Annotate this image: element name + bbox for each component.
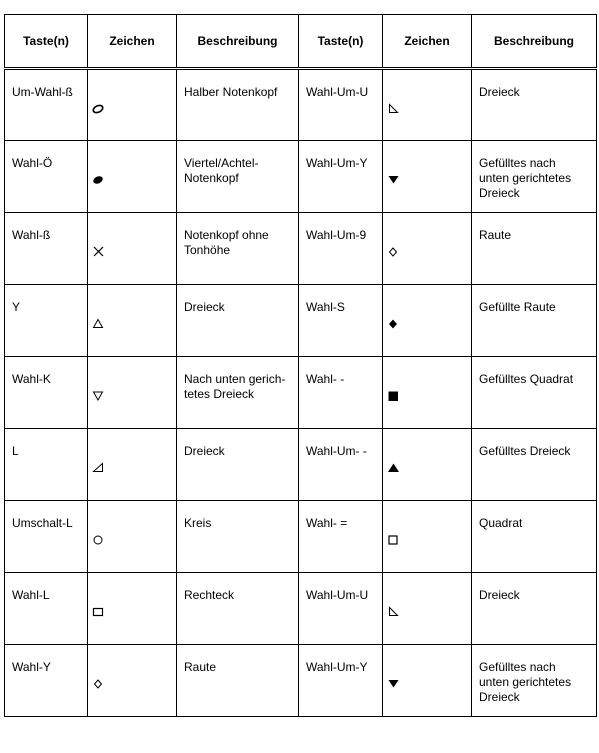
header-keys: Taste(n) (299, 15, 383, 69)
key-combination: Wahl- - (299, 357, 383, 429)
key-combination: Wahl-Um-Y (299, 141, 383, 213)
circle-icon (93, 534, 105, 546)
header-keys: Taste(n) (5, 15, 88, 69)
description: Notenkopf ohne Tonhöhe (177, 213, 299, 285)
table-row (5, 429, 597, 501)
filled-down-triangle-icon (388, 678, 400, 690)
table-row (5, 69, 597, 141)
description: Viertel/Achtel- Notenkopf (177, 141, 299, 213)
key-combination: Wahl-Um-9 (299, 213, 383, 285)
table-row (5, 357, 597, 429)
key-combination: Wahl-L (5, 573, 88, 645)
key-combination: Wahl-S (299, 285, 383, 357)
key-combination: Um-Wahl-ß (5, 69, 88, 141)
description: Dreieck (177, 429, 299, 501)
description: Dreieck (472, 69, 597, 141)
description: Kreis (177, 501, 299, 573)
symbol-cell (383, 573, 472, 645)
symbol-cell (88, 501, 177, 573)
header-symbol: Zeichen (88, 15, 177, 69)
key-combination: Umschalt-L (5, 501, 88, 573)
key-combination: Wahl-ß (5, 213, 88, 285)
symbol-cell (88, 69, 177, 141)
filled-up-triangle-icon (388, 462, 400, 474)
shortcut-table (4, 14, 597, 717)
description: Dreieck (472, 573, 597, 645)
key-combination: L (5, 429, 88, 501)
description: Nach unten gerich- tetes Dreieck (177, 357, 299, 429)
symbol-cell (383, 645, 472, 717)
square-icon (388, 534, 400, 546)
symbol-cell (383, 69, 472, 141)
key-combination: Wahl- = (299, 501, 383, 573)
up-triangle-icon (93, 318, 105, 330)
symbol-cell (88, 573, 177, 645)
left-triangle-icon (93, 462, 105, 474)
symbol-cell (88, 141, 177, 213)
diamond-icon (93, 678, 105, 690)
description: Raute (472, 213, 597, 285)
right-triangle-icon (388, 606, 400, 618)
diamond-icon (388, 246, 400, 258)
description: Gefülltes nach unten gerichtetes Dreieck (472, 645, 597, 717)
filled-square-icon (388, 390, 400, 402)
description: Rechteck (177, 573, 299, 645)
symbol-cell (88, 645, 177, 717)
header-description: Beschreibung (177, 15, 299, 69)
table-row (5, 285, 597, 357)
filled-notehead-icon (93, 174, 105, 186)
header-description: Beschreibung (472, 15, 597, 69)
symbol-cell (383, 429, 472, 501)
right-triangle-icon (388, 103, 400, 115)
symbol-cell (88, 357, 177, 429)
down-triangle-icon (93, 390, 105, 402)
key-combination: Wahl-Um-U (299, 573, 383, 645)
x-notehead-icon (93, 246, 105, 258)
table-row (5, 573, 597, 645)
description: Gefüllte Raute (472, 285, 597, 357)
symbol-cell (383, 357, 472, 429)
key-combination: Wahl-Um-U (299, 69, 383, 141)
symbol-cell (88, 213, 177, 285)
symbol-cell (383, 501, 472, 573)
description: Gefülltes Dreieck (472, 429, 597, 501)
key-combination: Wahl-Y (5, 645, 88, 717)
description: Dreieck (177, 285, 299, 357)
key-combination: Wahl-Um-Y (299, 645, 383, 717)
table-row (5, 213, 597, 285)
symbol-cell (383, 141, 472, 213)
description: Quadrat (472, 501, 597, 573)
key-combination: Wahl-K (5, 357, 88, 429)
header-row (5, 15, 597, 69)
description: Halber Notenkopf (177, 69, 299, 141)
symbol-cell (383, 213, 472, 285)
table-row (5, 141, 597, 213)
symbol-cell (383, 285, 472, 357)
table-row (5, 501, 597, 573)
symbol-cell (88, 429, 177, 501)
description: Gefülltes Quadrat (472, 357, 597, 429)
filled-down-triangle-icon (388, 174, 400, 186)
half-notehead-icon (93, 103, 105, 115)
key-combination: Wahl-Um- - (299, 429, 383, 501)
rectangle-icon (93, 606, 105, 618)
description: Gefülltes nach unten gerichtetes Dreieck (472, 141, 597, 213)
table-row (5, 645, 597, 717)
key-combination: Wahl-Ö (5, 141, 88, 213)
symbol-cell (88, 285, 177, 357)
description: Raute (177, 645, 299, 717)
filled-diamond-icon (388, 318, 400, 330)
header-symbol: Zeichen (383, 15, 472, 69)
key-combination: Y (5, 285, 88, 357)
